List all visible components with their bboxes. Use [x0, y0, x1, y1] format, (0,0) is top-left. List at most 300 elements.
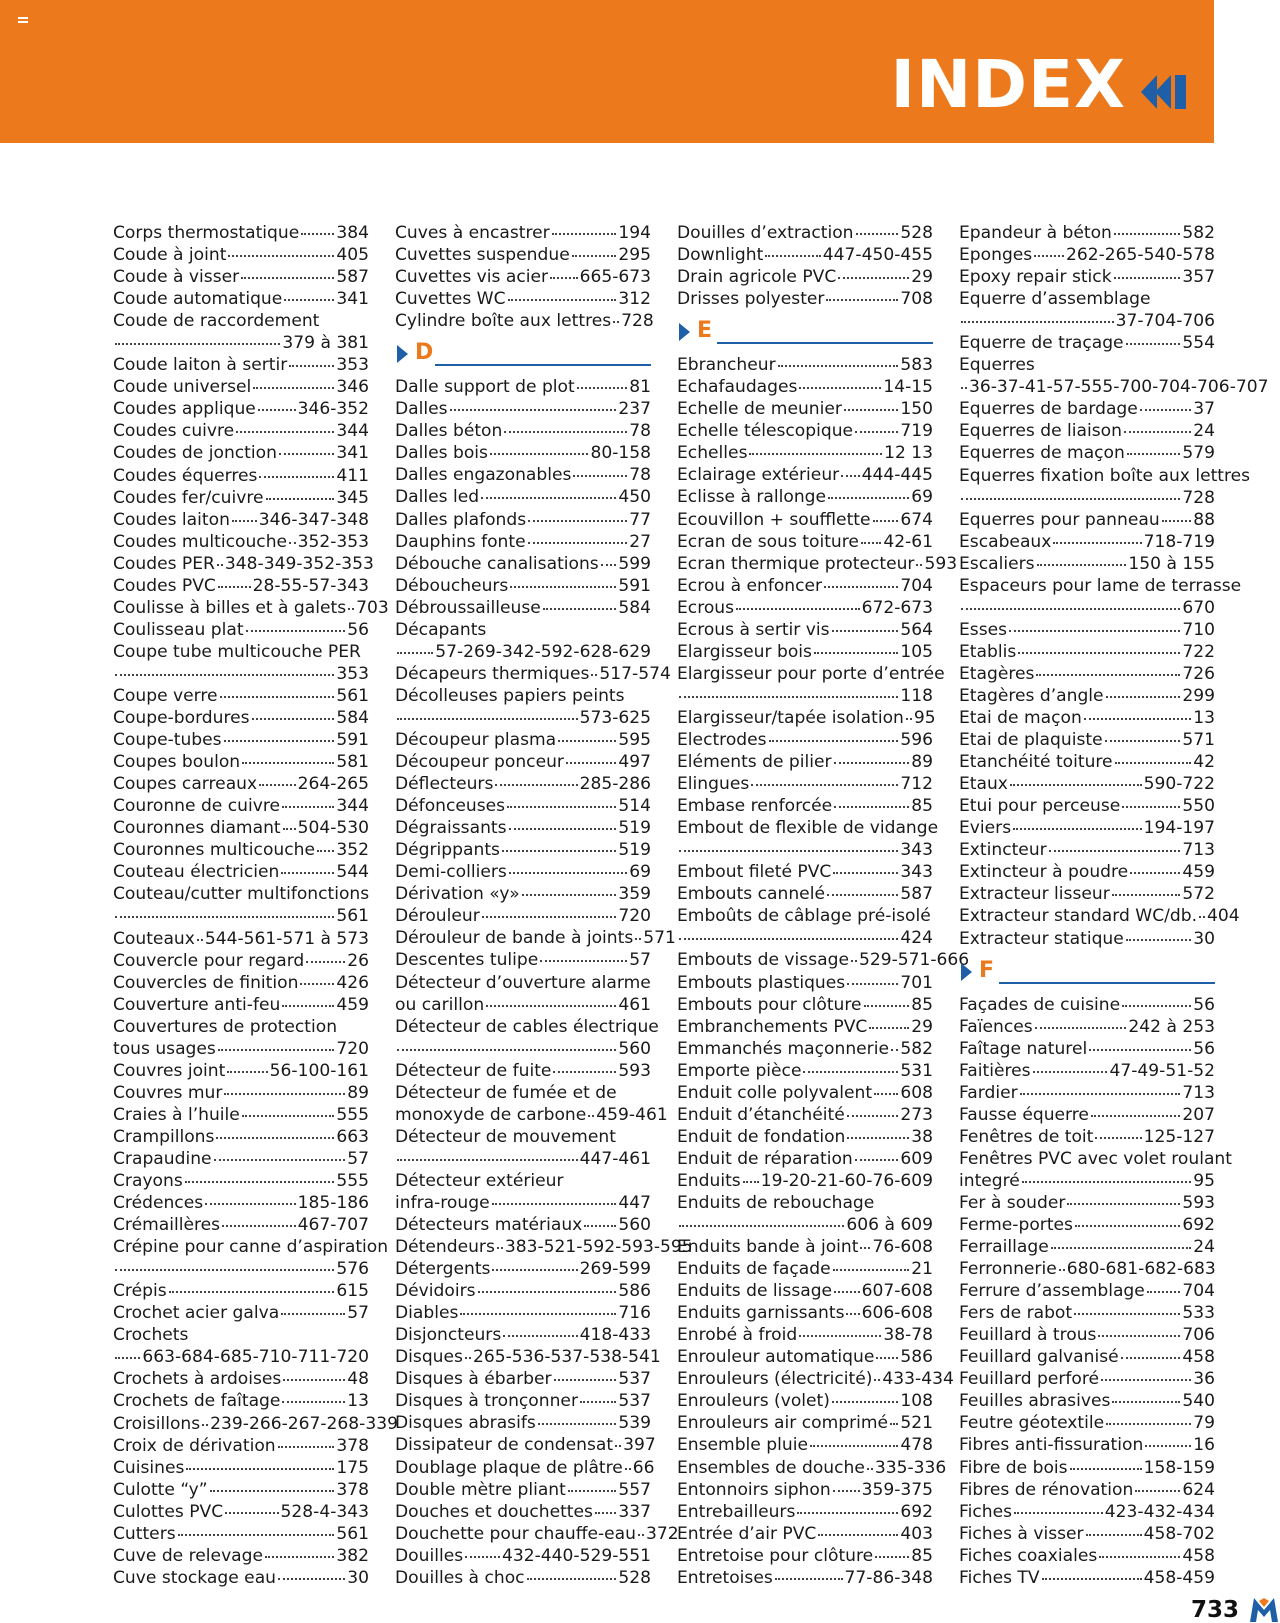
entry-term: Extracteur statique	[959, 928, 1124, 949]
section-rule	[717, 342, 933, 344]
entry-pages: 607-608	[861, 1281, 933, 1302]
dot-leader	[1035, 1027, 1127, 1029]
index-entry	[395, 883, 651, 905]
entry-term: Coude à joint	[113, 245, 227, 266]
index-entry	[677, 1479, 933, 1501]
entry-term: Entretoises	[677, 1567, 773, 1588]
entry-term: Eponges	[959, 245, 1033, 266]
index-entry	[113, 1368, 369, 1390]
dot-leader	[503, 1335, 577, 1337]
dot-leader	[281, 872, 334, 874]
entry-term: Dérivation «y»	[395, 884, 520, 905]
dot-leader	[222, 1225, 296, 1227]
entry-term: Détecteurs matériaux	[395, 1215, 583, 1236]
index-entry	[113, 332, 369, 354]
entry-pages: 584	[618, 597, 651, 618]
dot-leader	[1053, 542, 1141, 544]
entry-pages: 66	[632, 1457, 655, 1478]
triangle-right-icon	[679, 323, 690, 341]
entry-term: Dégrippants	[395, 840, 500, 861]
entry-term: Douilles à choc	[395, 1567, 525, 1588]
index-entry	[959, 1192, 1215, 1214]
dot-leader	[1114, 277, 1181, 279]
entry-pages: 56	[1193, 1038, 1215, 1059]
index-entry	[395, 905, 651, 927]
dot-leader	[679, 938, 898, 940]
index-entry	[395, 663, 671, 685]
entry-pages: 378	[336, 1479, 369, 1500]
entry-pages: 36-37-41-57-555-700-704-706-707	[969, 377, 1269, 398]
index-entry	[395, 1567, 651, 1589]
dot-leader	[749, 453, 882, 455]
entry-term: Etui pour perceuse	[959, 796, 1121, 817]
entry-pages: 704	[900, 575, 933, 596]
entry-term: Entonnoirs siphon	[677, 1479, 831, 1500]
index-entry	[959, 465, 1251, 487]
entry-pages: 285-286	[579, 774, 651, 795]
index-entry	[677, 575, 933, 597]
dot-leader	[197, 939, 203, 941]
dot-leader	[397, 1159, 578, 1161]
entry-pages: 587	[900, 884, 933, 905]
dot-leader	[810, 1445, 898, 1447]
entry-term: Cutters	[113, 1523, 176, 1544]
dot-leader	[635, 938, 641, 940]
entry-pages: 312	[618, 289, 651, 310]
index-entry	[677, 1324, 933, 1346]
entry-pages: 344	[336, 421, 369, 442]
entry-term: Crochets à ardoises	[113, 1369, 282, 1390]
dot-leader	[527, 1578, 617, 1580]
dot-leader	[832, 1401, 898, 1403]
index-entry	[677, 1148, 933, 1170]
entry-term: Echelles	[677, 443, 748, 464]
entry-pages: 37-704-706	[1115, 311, 1215, 332]
triangle-right-icon	[961, 963, 972, 981]
dot-leader	[751, 784, 898, 786]
entry-pages: 593	[924, 553, 958, 574]
dot-leader	[497, 1247, 503, 1249]
entry-term: Epandeur à béton	[959, 223, 1112, 243]
dot-leader	[736, 608, 860, 610]
entry-term: Dégraissants	[395, 818, 507, 839]
entry-term: Doublage plaque de plâtre	[395, 1457, 623, 1478]
entry-term: Coupes carreaux	[113, 774, 258, 795]
dot-leader	[502, 850, 616, 852]
entry-term: Disques abrasifs	[395, 1413, 536, 1434]
entry-pages: 572	[1182, 884, 1215, 905]
dot-leader	[465, 1556, 500, 1558]
index-entry	[395, 575, 651, 597]
dot-leader	[246, 630, 346, 632]
index-entry	[395, 839, 651, 861]
dot-leader	[1145, 1445, 1191, 1447]
index-entry	[959, 751, 1215, 773]
entry-term: Décapants	[395, 619, 487, 640]
entry-pages: 384	[336, 223, 369, 243]
entry-pages: 264-265	[297, 774, 369, 795]
entry-pages: 29	[911, 1016, 933, 1037]
index-entry	[677, 486, 933, 508]
index-entry	[395, 1324, 651, 1346]
entry-term: Crémaillères	[113, 1215, 221, 1236]
entry-pages: 579	[1182, 443, 1215, 464]
entry-pages: 521	[900, 1413, 933, 1434]
entry-term: Dalles bois	[395, 443, 488, 464]
entry-term: Faïences	[959, 1016, 1033, 1037]
index-entry	[677, 376, 933, 398]
index-entry	[395, 619, 651, 641]
entry-pages: 576	[336, 1259, 369, 1280]
dot-leader	[838, 277, 909, 279]
triangle-right-icon	[397, 345, 408, 363]
index-entry	[677, 729, 933, 751]
entry-pages: 674	[900, 509, 933, 530]
entry-pages: 13	[1193, 708, 1215, 729]
index-entry	[959, 883, 1215, 905]
double-chevron-left-icon	[1141, 75, 1189, 109]
entry-term: Ferrure d’assemblage	[959, 1281, 1145, 1302]
dot-leader	[478, 1291, 617, 1293]
dot-leader	[115, 343, 280, 345]
entry-pages: 194	[618, 223, 651, 243]
index-entry	[677, 597, 933, 619]
entry-pages: 352-353	[297, 531, 369, 552]
entry-pages: 537	[618, 1369, 651, 1390]
entry-pages: 593	[618, 1060, 651, 1081]
entry-pages: 528-4-343	[280, 1501, 369, 1522]
entry-term: Coudes PVC	[113, 575, 216, 596]
index-entry	[677, 751, 933, 773]
entry-term: Découpeur plasma	[395, 729, 557, 750]
dot-leader	[1095, 1137, 1141, 1139]
page-title: INDEX	[890, 46, 1126, 123]
entry-pages: 719	[900, 421, 933, 442]
entry-pages: 529-571-666	[858, 950, 970, 971]
index-entry	[113, 619, 369, 641]
entry-pages: 555	[336, 1104, 369, 1125]
index-entry	[113, 1038, 369, 1060]
dot-leader	[1147, 1291, 1181, 1293]
entry-term: Corps thermostatique	[113, 223, 300, 243]
index-entry	[113, 1104, 369, 1126]
entry-term: Coude à visser	[113, 267, 240, 288]
entry-pages: 57	[629, 950, 651, 971]
entry-term: Disjoncteurs	[395, 1325, 502, 1346]
entry-pages: 459	[336, 994, 369, 1015]
index-entry	[395, 486, 651, 508]
index-entry	[959, 1457, 1215, 1479]
entry-term: Décapeurs thermiques	[395, 663, 590, 684]
dot-leader	[916, 564, 922, 566]
index-entry	[677, 531, 933, 553]
entry-term: integré	[959, 1170, 1020, 1191]
entry-pages: 582	[900, 1038, 933, 1059]
entry-pages: 458-459	[1143, 1567, 1215, 1588]
index-entry	[395, 1412, 651, 1434]
entry-term: Couteau électricien	[113, 862, 280, 883]
dot-leader	[833, 1269, 910, 1271]
entry-pages: 47-49-51-52	[1109, 1060, 1215, 1081]
index-entry	[959, 817, 1215, 839]
entry-term: Crochets de faîtage	[113, 1391, 281, 1412]
section-rule	[435, 364, 651, 366]
entry-term: Enrobé à froid	[677, 1325, 798, 1346]
index-entry	[113, 641, 369, 663]
entry-term: Equerres de maçon	[959, 443, 1125, 464]
entry-term: Fenêtres PVC avec volet roulant	[959, 1148, 1232, 1169]
entry-pages: 411	[336, 465, 369, 486]
entry-pages: 722	[1182, 641, 1215, 662]
entry-pages: 560	[618, 1215, 651, 1236]
dot-leader	[216, 1137, 334, 1139]
dot-leader	[259, 476, 334, 478]
index-entry	[113, 1545, 369, 1567]
entry-term: Feuilles abrasives	[959, 1391, 1111, 1412]
entry-pages: 584	[336, 708, 369, 729]
index-entry	[395, 949, 651, 971]
brand-m-logo	[1250, 1598, 1278, 1622]
index-entry	[395, 1390, 651, 1412]
dot-leader	[465, 1357, 471, 1359]
entry-term: ou carillon	[395, 994, 485, 1015]
entry-term: Fibres anti-fissuration	[959, 1435, 1144, 1456]
entry-term: Electrodes	[677, 729, 767, 750]
index-entry	[677, 949, 970, 971]
entry-term: Espaceurs pour lame de terrasse	[959, 575, 1242, 596]
dot-leader	[1018, 652, 1180, 654]
entry-pages: 537	[618, 1391, 651, 1412]
section-header-e	[677, 310, 933, 354]
index-entry	[113, 773, 369, 795]
entry-term: Equerre de traçage	[959, 333, 1124, 354]
dot-leader	[528, 542, 628, 544]
dot-leader	[450, 409, 617, 411]
entry-pages: 550	[1182, 796, 1215, 817]
entry-pages: 69	[911, 487, 933, 508]
entry-pages: 348-349-352-353	[224, 553, 374, 574]
index-entry	[395, 1126, 651, 1148]
index-entry	[677, 1390, 933, 1412]
dot-leader	[799, 1335, 881, 1337]
index-entry	[959, 1258, 1215, 1280]
index-entry	[677, 972, 933, 994]
entry-term: Ensembles de douche	[677, 1457, 865, 1478]
entry-term: Dauphins fonte	[395, 531, 526, 552]
dot-leader	[601, 564, 617, 566]
dot-leader	[847, 1137, 909, 1139]
dot-leader	[1014, 1512, 1103, 1514]
dot-leader	[210, 1490, 335, 1492]
index-entry	[677, 1280, 933, 1302]
entry-pages: 720	[618, 906, 651, 927]
entry-pages: 295	[618, 245, 651, 266]
entry-term: Etanchéité toiture	[959, 752, 1113, 773]
entry-pages: 533	[1182, 1303, 1215, 1324]
index-entry	[113, 465, 369, 487]
entry-term: Crochet acier galva	[113, 1303, 280, 1324]
dot-leader	[1074, 1313, 1180, 1315]
index-entry	[395, 1170, 651, 1192]
dot-leader	[679, 850, 898, 852]
entry-pages: 561	[336, 906, 369, 927]
dot-leader	[572, 255, 617, 257]
entry-term: Cuvettes vis acier	[395, 267, 549, 288]
index-entry	[113, 1457, 369, 1479]
dot-leader	[613, 321, 619, 323]
entry-pages: 519	[618, 818, 651, 839]
entry-pages: 608	[900, 1082, 933, 1103]
dot-leader	[568, 1490, 617, 1492]
entry-term: Couvertures de protection	[113, 1016, 338, 1037]
entry-pages: 78	[629, 465, 651, 486]
entry-pages: 353	[336, 355, 369, 376]
entry-pages: 432-440-529-551	[501, 1545, 651, 1566]
entry-term: Dalle support de plot	[395, 377, 575, 398]
entry-term: Enduit de réparation	[677, 1148, 853, 1169]
entry-term: Extincteur	[959, 840, 1047, 861]
entry-pages: 703	[356, 597, 389, 618]
index-entry	[677, 1236, 933, 1258]
dot-leader	[509, 872, 627, 874]
dot-leader	[803, 1071, 898, 1073]
entry-term: Débroussailleuse	[395, 597, 541, 618]
index-entry	[959, 773, 1215, 795]
index-entry	[113, 1390, 369, 1412]
dot-leader	[225, 1512, 278, 1514]
dot-leader	[115, 1357, 140, 1359]
entry-pages: 341	[336, 443, 369, 464]
index-entry	[113, 1413, 398, 1435]
entry-pages: 692	[1182, 1215, 1215, 1236]
index-entry	[677, 817, 939, 839]
entry-pages: 345	[336, 487, 369, 508]
dot-leader	[236, 431, 334, 433]
dot-leader	[832, 630, 899, 632]
entry-term: Coulisseau plat	[113, 619, 244, 640]
entry-pages: 587	[336, 267, 369, 288]
index-entry	[959, 1545, 1215, 1567]
index-entry	[113, 1258, 369, 1280]
index-entry	[113, 972, 369, 994]
dot-leader	[1084, 718, 1191, 720]
entry-pages: 663-684-685-710-711-720	[142, 1347, 369, 1368]
entry-pages: 615	[336, 1281, 369, 1302]
entry-pages: 726	[1182, 663, 1215, 684]
entry-pages: 346-352	[297, 399, 369, 420]
dot-leader	[317, 850, 334, 852]
index-entry	[395, 972, 651, 994]
entry-pages: 599	[618, 553, 651, 574]
entry-term: Découpeur ponceur	[395, 752, 564, 773]
index-entry	[113, 928, 369, 950]
entry-term: Détecteur de fuite	[395, 1060, 552, 1081]
dot-leader	[397, 718, 578, 720]
index-entry	[113, 1302, 369, 1324]
index-entry	[395, 509, 651, 531]
entry-term: Enduits de façade	[677, 1259, 831, 1280]
dot-leader	[348, 608, 354, 610]
entry-pages: 467-707	[297, 1215, 369, 1236]
index-entry	[959, 597, 1215, 619]
index-entry	[677, 795, 933, 817]
entry-term: Détecteur de mouvement	[395, 1126, 616, 1147]
dot-leader	[214, 1159, 346, 1161]
index-entry	[959, 1082, 1215, 1104]
index-entry	[677, 707, 936, 729]
entry-pages: 447	[618, 1192, 651, 1213]
entry-term: Elargisseur/tapée isolation	[677, 707, 904, 728]
entry-pages: 38-78	[883, 1325, 933, 1346]
entry-term: Embranchements PVC	[677, 1016, 868, 1037]
dot-leader	[833, 1490, 860, 1492]
index-entry	[395, 553, 651, 575]
index-entry	[677, 619, 933, 641]
dot-leader	[828, 497, 909, 499]
entry-term: Déboucheurs	[395, 575, 509, 596]
dot-leader	[278, 1578, 345, 1580]
hamburger-icon[interactable]	[18, 17, 28, 25]
entry-pages: 713	[1182, 840, 1215, 861]
dot-leader	[553, 1071, 616, 1073]
dot-leader	[224, 740, 335, 742]
dot-leader	[1124, 431, 1191, 433]
dot-leader	[1033, 1071, 1108, 1073]
entry-pages: 517-574	[599, 663, 671, 684]
entry-term: Crayons	[113, 1171, 183, 1192]
entry-term: Coupe-bordures	[113, 708, 250, 729]
entry-pages: 716	[618, 1303, 651, 1324]
entry-term: Embouts pour clôture	[677, 994, 862, 1015]
entry-pages: 29	[911, 267, 933, 288]
entry-term: Demi-colliers	[395, 862, 507, 883]
entry-term: Coupes boulon	[113, 752, 241, 773]
index-entry	[959, 244, 1215, 266]
entry-pages: 728	[1182, 487, 1215, 508]
entry-term: Couvres mur	[113, 1082, 223, 1103]
index-entry	[113, 1523, 369, 1545]
index-entry	[395, 420, 651, 442]
dot-leader	[855, 1159, 899, 1161]
index-entry	[113, 442, 369, 464]
entry-pages: 701	[900, 972, 933, 993]
entry-term: Feuillard à trous	[959, 1325, 1097, 1346]
entry-term: Diables	[395, 1303, 459, 1324]
dot-leader	[1199, 916, 1205, 918]
entry-pages: 42-61	[883, 531, 933, 552]
dot-leader	[1106, 696, 1181, 698]
index-entry	[677, 398, 933, 420]
index-entry	[395, 1148, 651, 1170]
entry-term: Extracteur lisseur	[959, 884, 1110, 905]
entry-term: Couronne de cuivre	[113, 796, 281, 817]
entry-pages: 531	[900, 1060, 933, 1081]
index-entry	[395, 442, 651, 464]
dot-leader	[743, 1181, 759, 1183]
entry-term: monoxyde de carbone	[395, 1104, 587, 1125]
dot-leader	[856, 233, 899, 235]
dot-leader	[679, 1225, 844, 1227]
entry-term: Couronnes diamant	[113, 818, 281, 839]
entry-pages: 346-347-348	[258, 509, 369, 530]
dot-leader	[818, 1534, 898, 1536]
dot-leader	[259, 784, 295, 786]
dot-leader	[827, 894, 898, 896]
entry-pages: 85	[911, 1545, 933, 1566]
entry-pages: 418-433	[579, 1325, 651, 1346]
entry-term: Embout fileté PVC	[677, 862, 832, 883]
entry-term: Etagères d’angle	[959, 685, 1104, 706]
